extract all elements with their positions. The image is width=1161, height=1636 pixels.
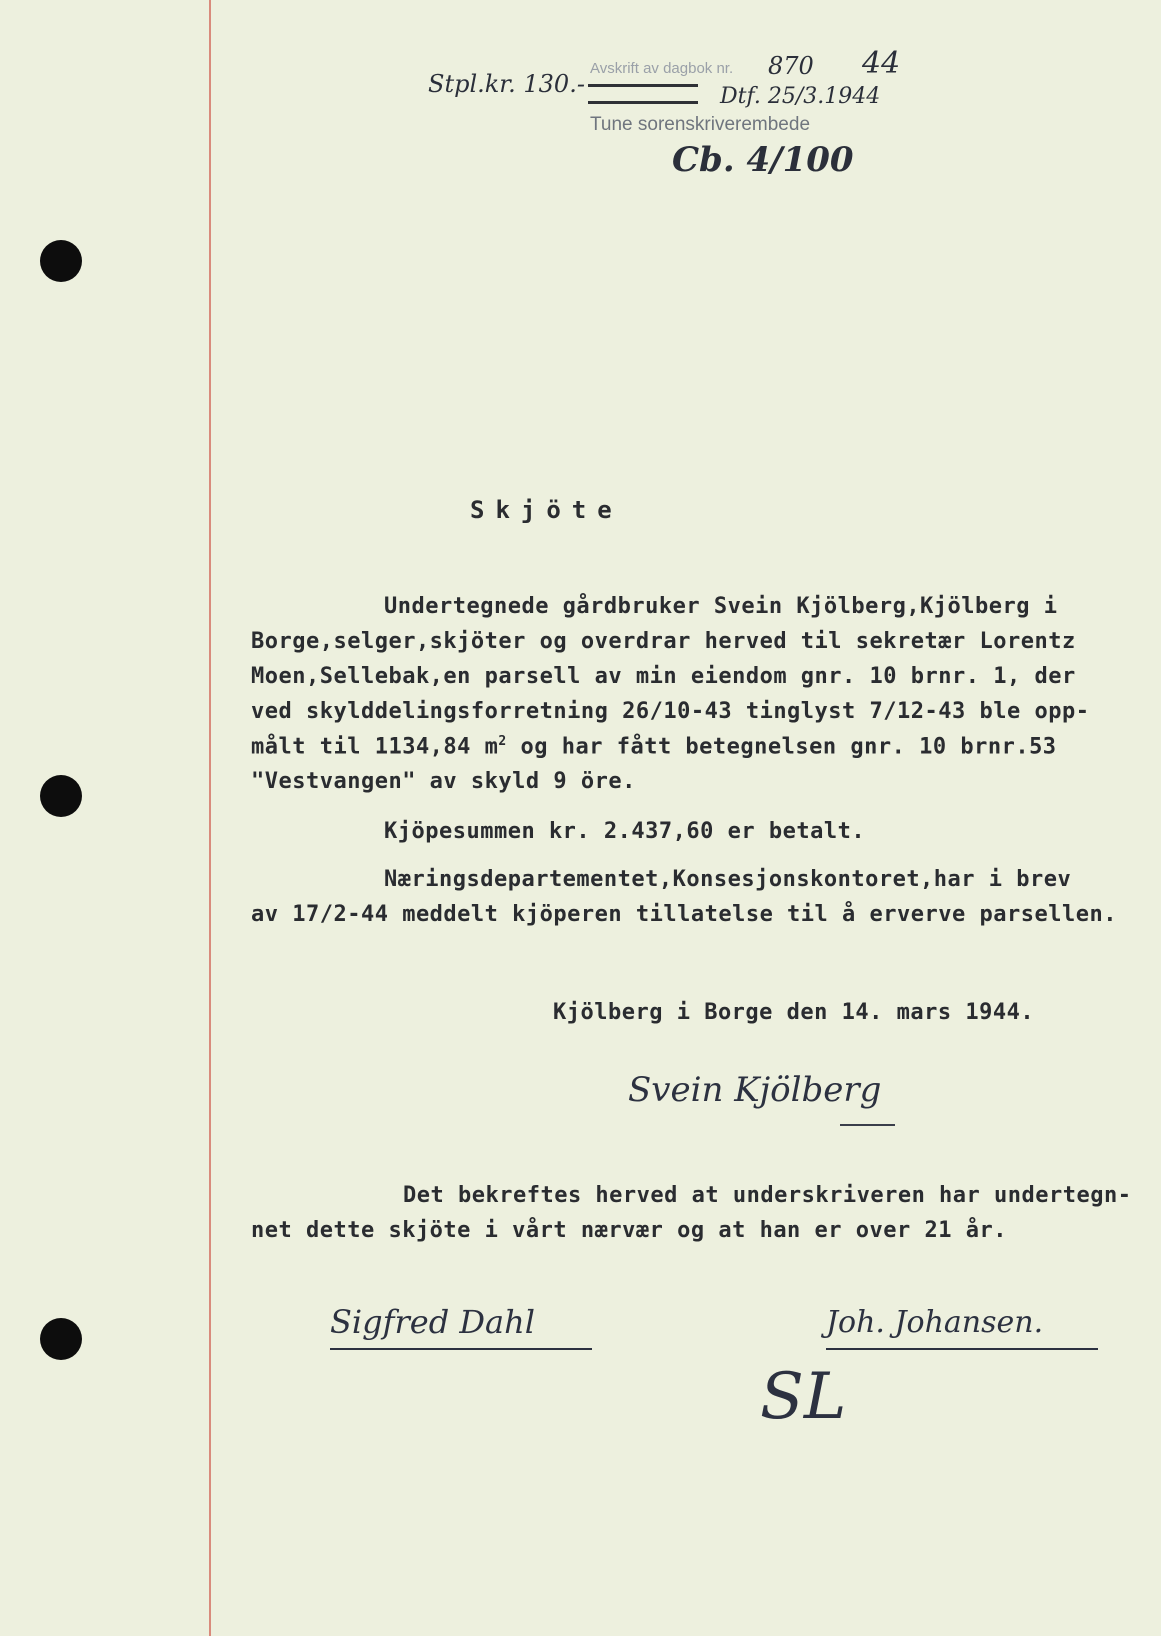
punch-hole [40,240,82,282]
body-line: Moen,Sellebak,en parsell av min eiendom gnr. 10 brnr. 1, der [251,664,1076,689]
office-stamp: Tune sorenskriverembede [590,114,811,135]
initials-signature: SL [760,1360,847,1434]
stamp-header: Avskrift av dagbok nr. [590,60,734,77]
purchase-sum-line: Kjöpesummen kr. 2.437,60 er betalt. [384,819,866,844]
body-line-area [251,734,1057,759]
area-text-cont: og har fått betegnelsen gnr. 10 brnr.53 [506,734,1057,760]
stamp-strikeout [588,84,698,104]
body-line: "Vestvangen" av skyld 9 öre. [251,769,636,794]
folio-note: Cb. 4/100 [672,140,854,180]
seller-signature: Svein Kjölberg [628,1070,882,1110]
area-text: målt til 1134,84 m [251,734,499,760]
witness-text: net dette skjöte i vårt nærvær og at han er over 21 år. [251,1218,1007,1243]
body-line: av 17/2-44 meddelt kjöperen tillatelse til å erverve parsellen. [251,902,1117,927]
signature-underline [330,1348,592,1350]
dagbok-number: 870 [768,52,814,80]
witness-text: Det bekreftes herved at underskriveren har undertegn- [403,1183,1132,1208]
body-line: ved skylddelingsforretning 26/10-43 tinglyst 7/12-43 ble opp- [251,699,1090,724]
punch-hole [40,775,82,817]
signature-flourish [840,1124,895,1126]
signature-underline [826,1348,1098,1350]
witness-signature-1: Sigfred Dahl [330,1303,535,1341]
body-line: Borge,selger,skjöter og overdrar herved til sekretær Lorentz [251,629,1076,654]
punch-hole [40,1318,82,1360]
witness-signature-2: Joh. Johansen. [826,1305,1044,1340]
dated-note: Dtf. 25/3.1944 [720,84,881,109]
margin-rule [209,0,211,1636]
document-title: Skjöte [470,496,623,524]
dagbok-year: 44 [862,46,901,81]
stamp-duty-note: Stpl.kr. 130.- [428,70,585,98]
body-line: Næringsdepartementet,Konsesjonskontoret,har i brev [384,867,1072,892]
area-exponent: 2 [498,734,507,749]
place-date: Kjölberg i Borge den 14. mars 1944. [553,1000,1035,1025]
body-line: Undertegnede gårdbruker Svein Kjölberg,Kjölberg i [384,594,1058,619]
